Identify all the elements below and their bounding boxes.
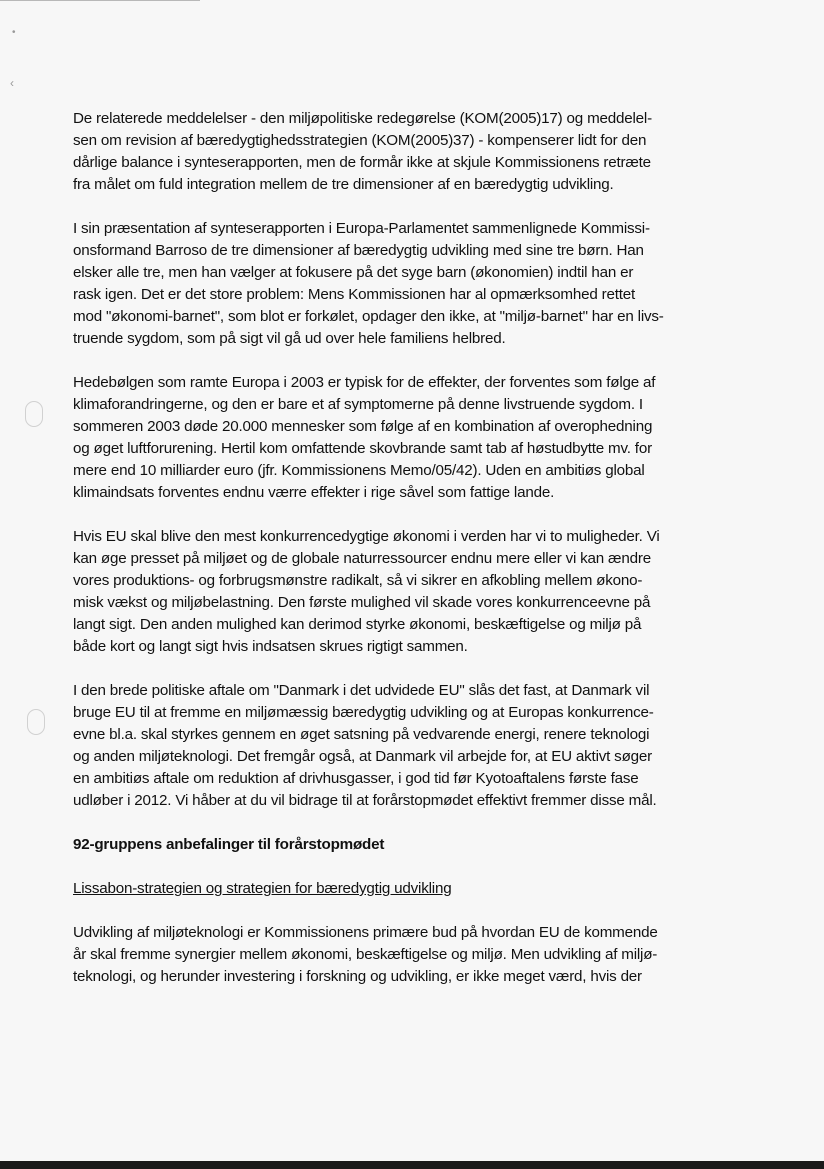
paragraph-line: mod "økonomi-barnet", som blot er forkølet, opdager den ikke, at "miljø-barnet" har en livs- xyxy=(73,308,664,325)
paragraph-line: I sin præsentation af synteserapporten i Europa-Parlamentet sammenlignede Kommissi- xyxy=(73,220,650,237)
scan-bottom-border xyxy=(0,1161,824,1169)
paragraph-line: Udvikling af miljøteknologi er Kommissionens primære bud på hvordan EU de kommende xyxy=(73,924,658,941)
paragraph-line: Hedebølgen som ramte Europa i 2003 er typisk for de effekter, der forventes som følge af xyxy=(73,374,656,391)
paragraph-line: De relaterede meddelelser - den miljøpolitiske redegørelse (KOM(2005)17) og meddelel- xyxy=(73,110,652,127)
paragraph-line: dårlige balance i synteserapporten, men de formår ikke at skjule Kommissionens retræte xyxy=(73,154,651,171)
paragraph-line: sommeren 2003 døde 20.000 mennesker som følge af en kombination af overophedning xyxy=(73,418,653,435)
paragraph-6 xyxy=(73,922,741,988)
paragraph-line: elsker alle tre, men han vælger at fokusere på det syge barn (økonomien) indtil han er xyxy=(73,264,634,281)
paragraph-line: vores produktions- og forbrugsmønstre radikalt, så vi sikrer en afkobling mellem økono- xyxy=(73,572,643,589)
paragraph-line: onsformand Barroso de tre dimensioner af bæredygtig udvikling med sine tre børn. Han xyxy=(73,242,644,259)
paragraph-line: teknologi, og herunder investering i forskning og udvikling, er ikke meget værd, hvis der xyxy=(73,968,642,985)
paragraph-line: klimaforandringerne, og den er bare et af symptomerne på denne livstruende sygdom. I xyxy=(73,396,643,413)
paragraph-line: truende sygdom, som på sigt vil gå ud over hele familiens helbred. xyxy=(73,330,506,347)
paragraph-line: fra målet om fuld integration mellem de tre dimensioner af en bæredygtig udvikling. xyxy=(73,176,614,193)
punch-hole-mark xyxy=(27,709,45,735)
paragraph-line: evne bl.a. skal styrkes gennem en øget satsning på vedvarende energi, renere teknologi xyxy=(73,726,650,743)
scan-speck: ‹ xyxy=(10,76,14,90)
section-subheading: Lissabon-strategien og strategien for bæredygtig udvikling xyxy=(73,880,452,897)
paragraph-line: mere end 10 milliarder euro (jfr. Kommissionens Memo/05/42). Uden en ambitiøs global xyxy=(73,462,645,479)
paragraph-line: og anden miljøteknologi. Det fremgår også, at Danmark vil arbejde for, at EU aktivt søger xyxy=(73,748,652,765)
scan-speck: • xyxy=(12,27,16,38)
paragraph-line: sen om revision af bæredygtighedsstrategien (KOM(2005)37) - kompenserer lidt for den xyxy=(73,132,647,149)
punch-hole-mark xyxy=(25,401,43,427)
paragraph-line: Hvis EU skal blive den mest konkurrencedygtige økonomi i verden har vi to muligheder. Vi xyxy=(73,528,660,545)
document-content xyxy=(73,108,741,1010)
paragraph-3 xyxy=(73,372,741,504)
paragraph-line: både kort og langt sigt hvis indsatsen skrues rigtigt sammen. xyxy=(73,638,468,655)
paragraph-line: kan øge presset på miljøet og de globale naturressourcer endnu mere eller vi kan ændre xyxy=(73,550,651,567)
paragraph-line: år skal fremme synergier mellem økonomi, beskæftigelse og miljø. Men udvikling af miljø- xyxy=(73,946,658,963)
paragraph-2 xyxy=(73,218,741,350)
top-scan-line xyxy=(0,0,200,1)
paragraph-line: og øget luftforurening. Hertil kom omfattende skovbrande samt tab af høstudbytte mv. for xyxy=(73,440,652,457)
paragraph-line: klimaindsats forventes endnu værre effekter i rige såvel som fattige lande. xyxy=(73,484,555,501)
paragraph-line: I den brede politiske aftale om "Danmark i det udvidede EU" slås det fast, at Danmark vil xyxy=(73,682,650,699)
paragraph-4 xyxy=(73,526,741,658)
paragraph-line: misk vækst og miljøbelastning. Den første mulighed vil skade vores konkurrenceevne på xyxy=(73,594,651,611)
paragraph-5 xyxy=(73,680,741,812)
paragraph-line: en ambitiøs aftale om reduktion af drivhusgasser, i god tid før Kyotoaftalens første fase xyxy=(73,770,639,787)
paragraph-line: langt sigt. Den anden mulighed kan derimod styrke økonomi, beskæftigelse og miljø på xyxy=(73,616,642,633)
section-heading: 92-gruppens anbefalinger til forårstopmødet xyxy=(73,836,385,853)
paragraph-line: bruge EU til at fremme en miljømæssig bæredygtig udvikling og at Europas konkurrence- xyxy=(73,704,654,721)
paragraph-line: rask igen. Det er det store problem: Mens Kommissionen har al opmærksomhed rettet xyxy=(73,286,636,303)
paragraph-line: udløber i 2012. Vi håber at du vil bidrage til at forårstopmødet effektivt fremmer disse mål. xyxy=(73,792,657,809)
paragraph-1 xyxy=(73,108,741,196)
